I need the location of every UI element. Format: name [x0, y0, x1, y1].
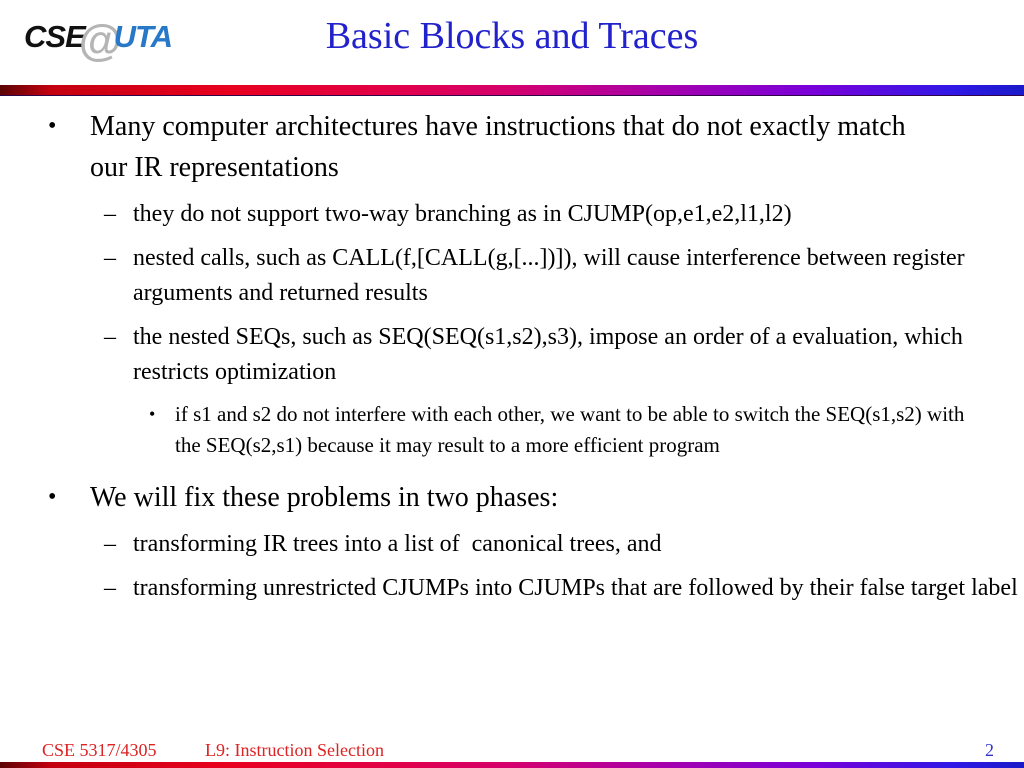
sub-bullet-item	[0, 197, 1024, 232]
logo-text-cse: CSE	[24, 19, 85, 54]
bullet-marker: •	[149, 404, 156, 424]
slide-body	[0, 104, 1024, 606]
bullet-item	[0, 106, 1024, 188]
bullet-item	[0, 477, 1024, 518]
at-sign-icon: @	[78, 16, 122, 65]
sub-bullet-item	[0, 527, 1024, 562]
dash-marker: –	[104, 531, 116, 557]
sub-sub-bullet-item	[0, 399, 1024, 461]
sub-bullet-text: transforming unrestricted CJUMPs into CJUMPs that are followed by their false target label	[133, 575, 1018, 601]
sub-sub-bullet-text: if s1 and s2 do not interfere with each other, we want to be able to switch the SEQ(s1,s2) with the SEQ(s2,s1) because it may result to a more efficient program	[175, 402, 970, 457]
slide-title: Basic Blocks and Traces	[325, 15, 699, 57]
top-gradient-rule	[0, 85, 1024, 96]
dash-marker: –	[104, 575, 116, 601]
sub-bullet-text: transforming IR trees into a list of canonical trees, and	[133, 531, 662, 557]
dash-marker: –	[104, 201, 116, 227]
sub-bullet-text: the nested SEQs, such as SEQ(SEQ(s1,s2),s3), impose an order of a evaluation, which restricts optimization	[133, 324, 969, 385]
dash-marker: –	[104, 245, 116, 271]
sub-bullet-item	[0, 241, 1024, 311]
logo-text-uta: UTA	[113, 19, 173, 54]
bullet-text: Many computer architectures have instructions that do not exactly match our IR representations	[90, 111, 913, 183]
sub-bullet-text: they do not support two-way branching as in CJUMP(op,e1,e2,l1,l2)	[133, 201, 792, 227]
footer-page-number: 2	[985, 740, 994, 760]
bullet-marker: •	[48, 113, 57, 139]
bullet-text: We will fix these problems in two phases:	[90, 482, 559, 513]
bullet-marker: •	[48, 484, 57, 510]
dash-marker: –	[104, 324, 116, 350]
sub-bullet-text: nested calls, such as CALL(f,[CALL(g,[...])]), will cause interference between register arguments and returned results	[133, 245, 971, 306]
footer-lecture-title: L9: Instruction Selection	[205, 740, 384, 760]
footer-course-number: CSE 5317/4305	[42, 740, 157, 760]
bottom-gradient-rule	[0, 762, 1024, 768]
sub-bullet-item	[0, 571, 1024, 606]
sub-bullet-item	[0, 320, 1024, 390]
